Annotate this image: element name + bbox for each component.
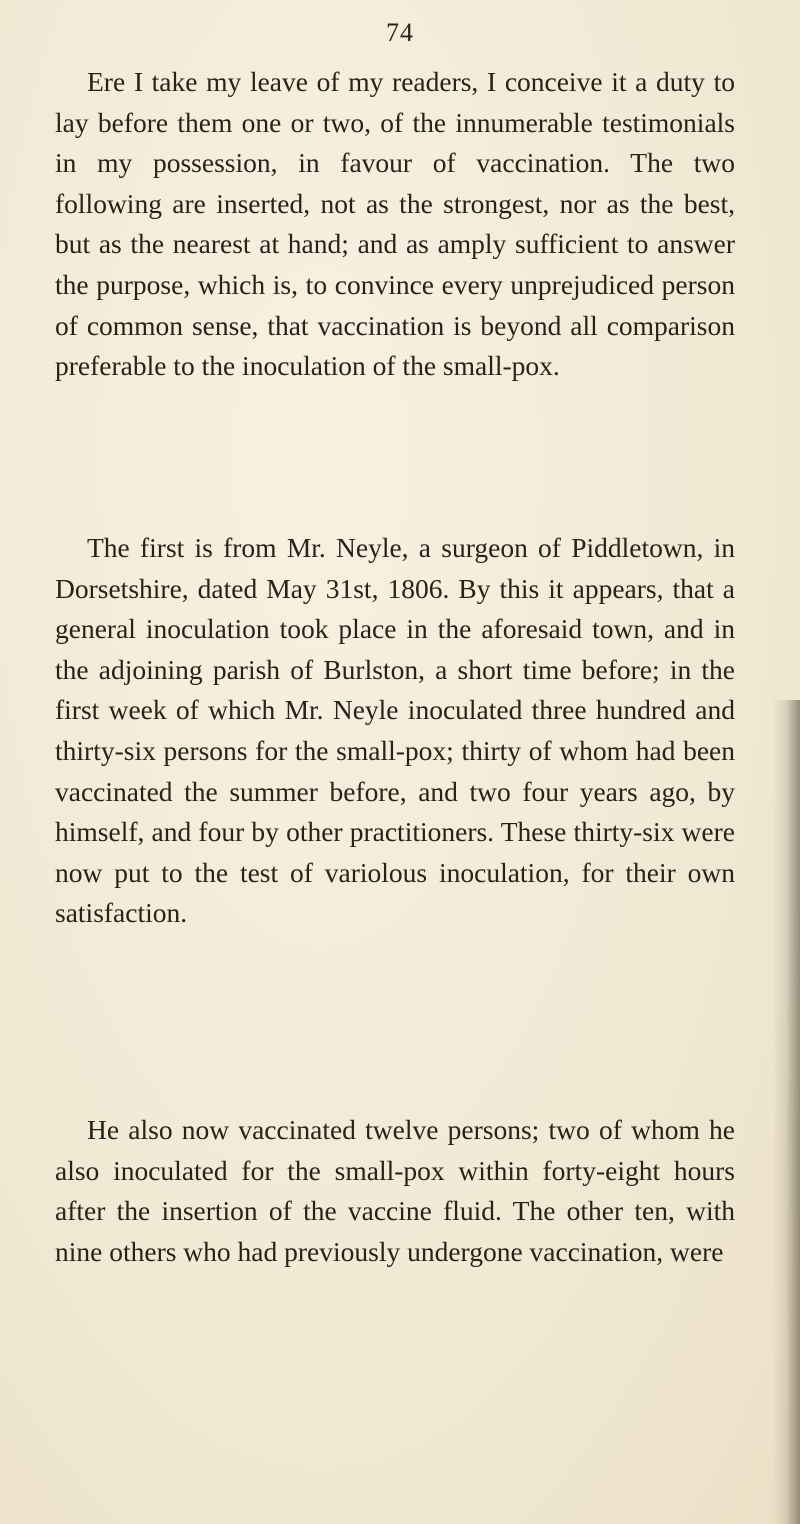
paragraph-text: He also now vaccinated twelve persons; two of whom he also inoculated for the small-pox within forty-eight hours after the insertion of the vaccine fluid. The other ten, with nine others who had previously undergone vaccination, were [55, 1114, 735, 1267]
paragraph-text: The first is from Mr. Neyle, a surgeon of Piddletown, in Dorsetshire, dated May 31st, 1806. By this it appears, that a general inoculation took place in the aforesaid town, and in the adjoining parish of Burlston, a short time before; in the first week of which Mr. Neyle inoculated three hundred and thirty-six persons for the small-pox; thirty of whom had been vaccinated the summer before, and two four years ago, by himself, and four by other practitioners. These thirty-six were now put to the test of variolous inoculation, for their own satisfaction. [55, 532, 735, 929]
paragraph-vaccination [55, 1110, 735, 1272]
paragraph-neyle-letter [55, 528, 735, 934]
paragraph-intro [55, 62, 735, 387]
paragraph-text: Ere I take my leave of my readers, I conceive it a duty to lay before them one or two, of the innumerable testimonials in my possession, in favour of vaccination. The two following are inserted, not as the strongest, nor as the best, but as the nearest at hand; and as amply sufficient to answer the purpose, which is, to convince every unprejudiced person of common sense, that vaccination is beyond all comparison preferable to the inoculation of the small-pox. [55, 66, 735, 382]
page-edge-shadow [772, 700, 800, 1524]
page-number: 74 [386, 18, 414, 47]
